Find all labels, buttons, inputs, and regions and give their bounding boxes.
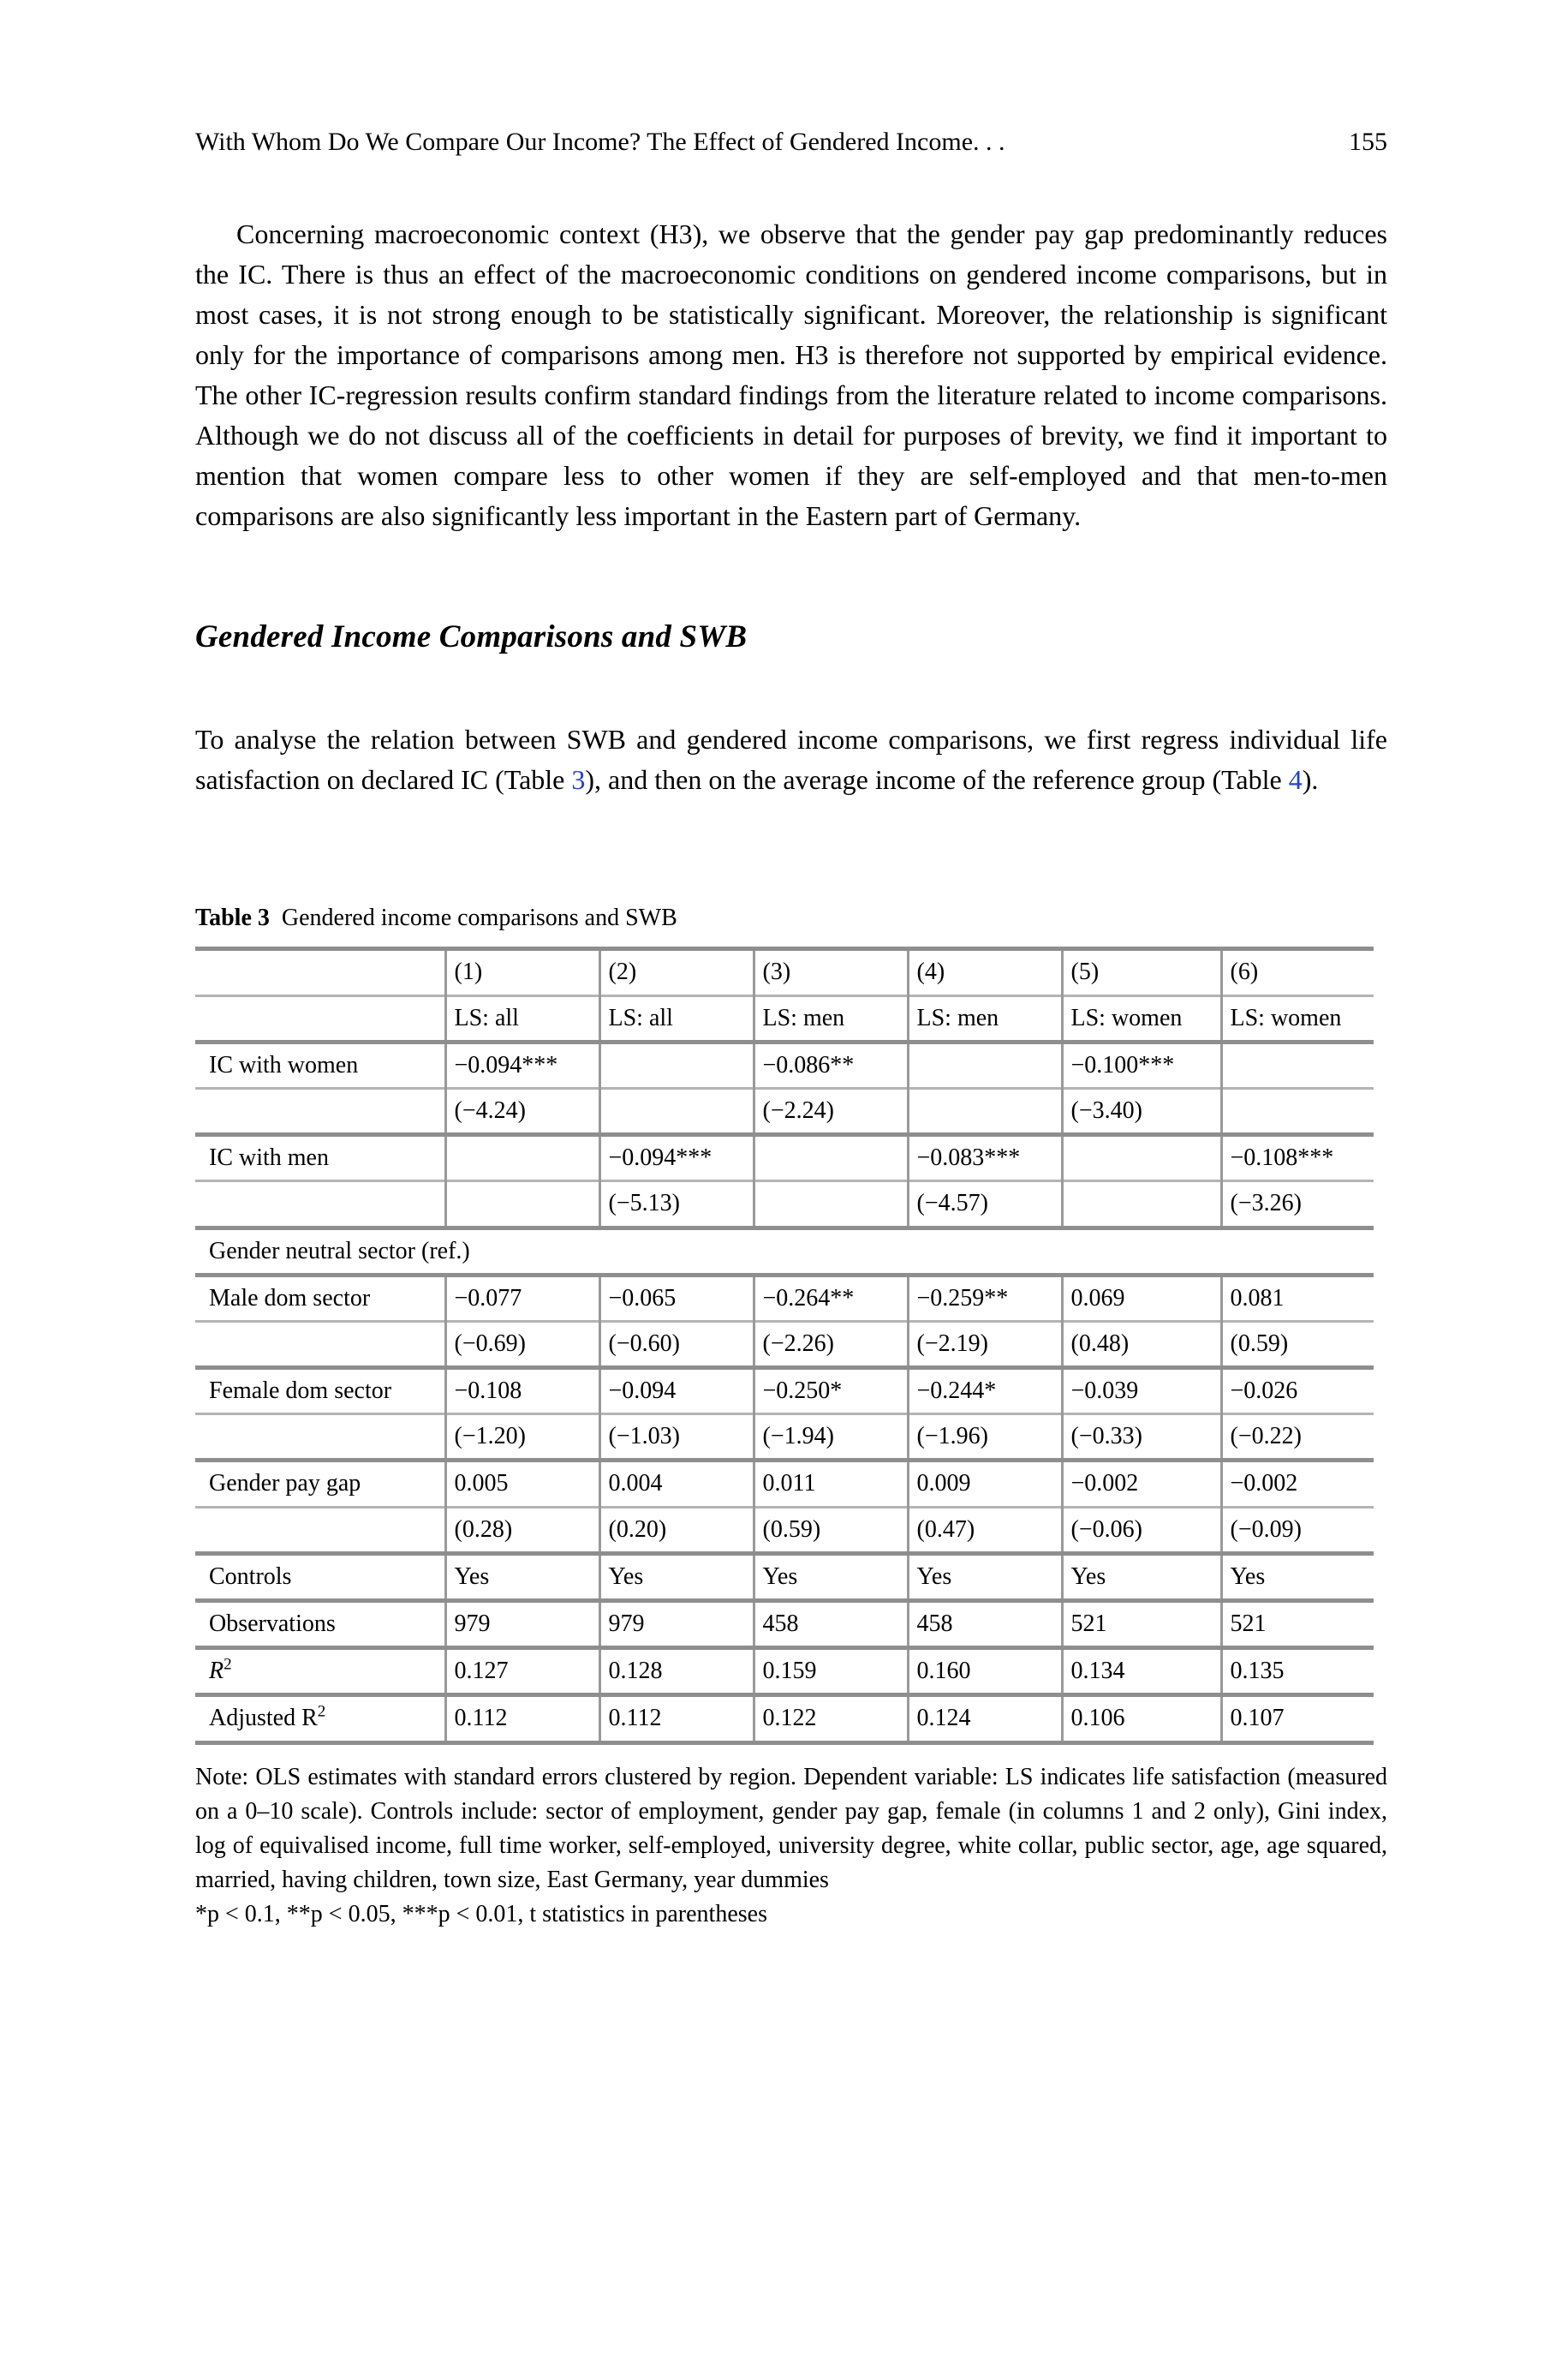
female-dom-sector-value-2: −0.094 xyxy=(599,1368,754,1414)
table-row-column-numbers xyxy=(195,949,1374,995)
female-dom-sector-value-1: −0.108 xyxy=(445,1368,599,1414)
controls-value-2: Yes xyxy=(599,1553,754,1600)
row-label-adjusted-r-squared-exponent: 2 xyxy=(317,1703,326,1722)
column-subhead-4: LS: men xyxy=(908,995,1062,1042)
ic-with-women-tstat-5: (−3.40) xyxy=(1062,1088,1221,1134)
gender-pay-gap-tstat-2: (0.20) xyxy=(599,1507,754,1553)
spacer-before-heading xyxy=(195,536,1387,618)
ic-with-women-tstat-3: (−2.24) xyxy=(754,1088,908,1134)
controls-value-3: Yes xyxy=(754,1553,908,1600)
r-squared-value-3: 0.159 xyxy=(754,1648,908,1695)
male-dom-sector-tstat-1: (−0.69) xyxy=(445,1321,599,1367)
table-row xyxy=(195,1181,1374,1228)
ic-with-women-value-5: −0.100*** xyxy=(1062,1042,1221,1088)
ic-with-women-value-6 xyxy=(1221,1042,1374,1088)
row-label-male-dom-sector: Male dom sector xyxy=(195,1275,445,1321)
column-subhead-1: LS: all xyxy=(445,995,599,1042)
male-dom-sector-value-2: −0.065 xyxy=(599,1275,754,1321)
paragraph-analysis-intro-text-3: ). xyxy=(1302,764,1319,796)
observations-value-6: 521 xyxy=(1221,1601,1374,1648)
female-dom-sector-tstat-3: (−1.94) xyxy=(754,1414,908,1461)
controls-value-4: Yes xyxy=(908,1553,1062,1600)
gender-pay-gap-tstat-5: (−0.06) xyxy=(1062,1507,1221,1553)
observations-value-2: 979 xyxy=(599,1601,754,1648)
row-label-observations: Observations xyxy=(195,1601,445,1648)
r-squared-value-2: 0.128 xyxy=(599,1648,754,1695)
table-3-caption xyxy=(195,903,1387,933)
ic-with-men-value-6: −0.108*** xyxy=(1221,1135,1374,1181)
row-label-gender-pay-gap: Gender pay gap xyxy=(195,1461,445,1507)
paragraph-macroeconomic-context: Concerning macroeconomic context (H3), we observe that the gender pay gap predominantly reduces the IC. There is thus an effect of the macroeconomic conditions on gendered income comparisons, but in most cases, it is not strong enough to be statistically significant. Moreover, the relationship is significant only for the importance of comparisons among men. H3 is therefore not supported by empirical evidence. The other IC-regression results confirm standard findings from the literature related to income comparisons. Although we do not discuss all of the coefficients in detail for purposes of brevity, we find it important to mention that women compare less to other women if they are self-employed and that men-to-men comparisons are also significantly less important in the Eastern part of Germany. xyxy=(195,218,1387,531)
r-squared-value-5: 0.134 xyxy=(1062,1648,1221,1695)
male-dom-sector-tstat-5: (0.48) xyxy=(1062,1321,1221,1367)
column-subhead-6: LS: women xyxy=(1221,995,1374,1042)
column-number-1: (1) xyxy=(445,949,599,995)
female-dom-sector-tstat-5: (−0.33) xyxy=(1062,1414,1221,1461)
row-label-adjusted-r-squared xyxy=(195,1695,445,1742)
ic-with-men-tstat-2: (−5.13) xyxy=(599,1181,754,1228)
column-subhead-5: LS: women xyxy=(1062,995,1221,1042)
row-label-r-squared-exponent: 2 xyxy=(224,1655,232,1674)
column-number-3: (3) xyxy=(754,949,908,995)
table-row xyxy=(195,1507,1374,1553)
ic-with-women-value-1: −0.094*** xyxy=(445,1042,599,1088)
table-3-note xyxy=(195,1760,1387,1932)
gender-pay-gap-value-5: −0.002 xyxy=(1062,1461,1221,1507)
ic-with-women-tstat-2 xyxy=(599,1088,754,1134)
ic-with-men-value-3 xyxy=(754,1135,908,1181)
row-label-adjusted-r-squared-base: Adjusted R xyxy=(209,1705,318,1732)
table-row xyxy=(195,1414,1374,1461)
table-row xyxy=(195,1228,1374,1275)
ic-with-men-value-5 xyxy=(1062,1135,1221,1181)
column-number-4: (4) xyxy=(908,949,1062,995)
section-heading-gendered-income-comparisons-and-swb: Gendered Income Comparisons and SWB xyxy=(195,619,748,654)
female-dom-sector-value-6: −0.026 xyxy=(1221,1368,1374,1414)
adjusted-r-squared-value-6: 0.107 xyxy=(1221,1695,1374,1742)
table-row xyxy=(195,1461,1374,1507)
column-number-6: (6) xyxy=(1221,949,1374,995)
female-dom-sector-value-3: −0.250* xyxy=(754,1368,908,1414)
observations-value-4: 458 xyxy=(908,1601,1062,1648)
observations-value-5: 521 xyxy=(1062,1601,1221,1648)
male-dom-sector-value-4: −0.259** xyxy=(908,1275,1062,1321)
female-dom-sector-tstat-2: (−1.03) xyxy=(599,1414,754,1461)
table-3-note-significance: *p < 0.1, **p < 0.05, ***p < 0.01, t statistics in parentheses xyxy=(195,1900,767,1927)
gender-pay-gap-value-2: 0.004 xyxy=(599,1461,754,1507)
ic-with-men-value-1 xyxy=(445,1135,599,1181)
male-dom-sector-value-1: −0.077 xyxy=(445,1275,599,1321)
r-squared-value-6: 0.135 xyxy=(1221,1648,1374,1695)
adjusted-r-squared-value-3: 0.122 xyxy=(754,1695,908,1742)
page-number: 155 xyxy=(1349,128,1387,156)
column-number-5: (5) xyxy=(1062,949,1221,995)
row-label-gender-pay-gap-tstat xyxy=(195,1507,445,1553)
r-squared-value-1: 0.127 xyxy=(445,1648,599,1695)
ic-with-women-value-2 xyxy=(599,1042,754,1088)
row-label-ic-with-men: IC with men xyxy=(195,1135,445,1181)
ic-with-men-tstat-5 xyxy=(1062,1181,1221,1228)
row-label-r-squared-base: R xyxy=(209,1658,224,1685)
column-number-2: (2) xyxy=(599,949,754,995)
table-3-crossref-link[interactable]: 3 xyxy=(571,764,586,796)
table-3-caption-label: Table 3 xyxy=(195,905,270,932)
r-squared-value-4: 0.160 xyxy=(908,1648,1062,1695)
controls-value-1: Yes xyxy=(445,1553,599,1600)
table-row xyxy=(195,1648,1374,1695)
ic-with-men-tstat-1 xyxy=(445,1181,599,1228)
row-label-female-dom-sector: Female dom sector xyxy=(195,1368,445,1414)
gender-pay-gap-tstat-3: (0.59) xyxy=(754,1507,908,1553)
female-dom-sector-value-4: −0.244* xyxy=(908,1368,1062,1414)
observations-value-3: 458 xyxy=(754,1601,908,1648)
column-subhead-3: LS: men xyxy=(754,995,908,1042)
gender-pay-gap-tstat-1: (0.28) xyxy=(445,1507,599,1553)
spacer-after-heading xyxy=(195,656,1387,720)
row-label-controls: Controls xyxy=(195,1553,445,1600)
gender-pay-gap-value-3: 0.011 xyxy=(754,1461,908,1507)
row-label-gender-neutral-sector-reference: Gender neutral sector (ref.) xyxy=(195,1228,1374,1275)
table-row xyxy=(195,1042,1374,1088)
male-dom-sector-value-5: 0.069 xyxy=(1062,1275,1221,1321)
adjusted-r-squared-value-4: 0.124 xyxy=(908,1695,1062,1742)
table-header-stub-empty xyxy=(195,949,445,995)
female-dom-sector-tstat-4: (−1.96) xyxy=(908,1414,1062,1461)
ic-with-men-tstat-4: (−4.57) xyxy=(908,1181,1062,1228)
table-row xyxy=(195,1601,1374,1648)
paragraph-analysis-intro-text-2: ), and then on the average income of the reference group (Table xyxy=(585,764,1289,796)
observations-value-1: 979 xyxy=(445,1601,599,1648)
row-label-female-dom-sector-tstat xyxy=(195,1414,445,1461)
ic-with-women-value-3: −0.086** xyxy=(754,1042,908,1088)
male-dom-sector-tstat-4: (−2.19) xyxy=(908,1321,1062,1367)
running-header xyxy=(195,127,1387,158)
column-subhead-2: LS: all xyxy=(599,995,754,1042)
table-row xyxy=(195,1088,1374,1134)
female-dom-sector-value-5: −0.039 xyxy=(1062,1368,1221,1414)
row-label-ic-with-women-tstat xyxy=(195,1088,445,1134)
ic-with-men-value-2: −0.094*** xyxy=(599,1135,754,1181)
table-row xyxy=(195,1368,1374,1414)
ic-with-men-value-4: −0.083*** xyxy=(908,1135,1062,1181)
row-label-male-dom-sector-tstat xyxy=(195,1321,445,1367)
male-dom-sector-tstat-6: (0.59) xyxy=(1221,1321,1374,1367)
gender-pay-gap-value-6: −0.002 xyxy=(1221,1461,1374,1507)
table-row xyxy=(195,1321,1374,1367)
gender-pay-gap-value-1: 0.005 xyxy=(445,1461,599,1507)
table-row xyxy=(195,1695,1374,1742)
table-row xyxy=(195,1135,1374,1181)
gender-pay-gap-tstat-4: (0.47) xyxy=(908,1507,1062,1553)
male-dom-sector-tstat-2: (−0.60) xyxy=(599,1321,754,1367)
row-label-ic-with-men-tstat xyxy=(195,1181,445,1228)
table-3-note-main: Note: OLS estimates with standard errors clustered by region. Dependent variable: LS indicates life satisfaction (measured on a 0–10 scale). Controls include: sector of employment, gender pay gap, female (in columns 1 and 2 only), Gini index, log of equivalised income, full time worker, self-employed, university degree, white collar, public sector, age, age squared, married, having children, town size, East Germany, year dummies xyxy=(195,1763,1387,1893)
adjusted-r-squared-value-2: 0.112 xyxy=(599,1695,754,1742)
row-label-r-squared xyxy=(195,1648,445,1695)
table-3-caption-title: Gendered income comparisons and SWB xyxy=(281,905,677,932)
table-3-regression-results xyxy=(195,947,1374,1744)
ic-with-men-tstat-6: (−3.26) xyxy=(1221,1181,1374,1228)
female-dom-sector-tstat-1: (−1.20) xyxy=(445,1414,599,1461)
spacer-before-table xyxy=(195,800,1387,903)
gender-pay-gap-tstat-6: (−0.09) xyxy=(1221,1507,1374,1553)
ic-with-women-tstat-6 xyxy=(1221,1088,1374,1134)
ic-with-women-tstat-1: (−4.24) xyxy=(445,1088,599,1134)
ic-with-women-tstat-4 xyxy=(908,1088,1062,1134)
controls-value-5: Yes xyxy=(1062,1553,1221,1600)
male-dom-sector-value-3: −0.264** xyxy=(754,1275,908,1321)
running-header-title: With Whom Do We Compare Our Income? The Effect of Gendered Income. . . xyxy=(195,128,1005,156)
table-row xyxy=(195,1553,1374,1600)
table-subhead-stub-empty xyxy=(195,995,445,1042)
controls-value-6: Yes xyxy=(1221,1553,1374,1600)
paragraph-analysis-intro-text-1: To analyse the relation between SWB and gendered income comparisons, we first regress individual life satisfaction on declared IC (Table xyxy=(195,724,1387,796)
male-dom-sector-tstat-3: (−2.26) xyxy=(754,1321,908,1367)
adjusted-r-squared-value-1: 0.112 xyxy=(445,1695,599,1742)
ic-with-women-value-4 xyxy=(908,1042,1062,1088)
gender-pay-gap-value-4: 0.009 xyxy=(908,1461,1062,1507)
male-dom-sector-value-6: 0.081 xyxy=(1221,1275,1374,1321)
table-row xyxy=(195,1275,1374,1321)
table-4-crossref-link[interactable]: 4 xyxy=(1288,764,1303,796)
table-row-column-subheads xyxy=(195,995,1374,1042)
paragraph-analysis-intro xyxy=(195,720,1387,800)
female-dom-sector-tstat-6: (−0.22) xyxy=(1221,1414,1374,1461)
ic-with-men-tstat-3 xyxy=(754,1181,908,1228)
text-column xyxy=(195,214,1387,1932)
row-label-ic-with-women: IC with women xyxy=(195,1042,445,1088)
adjusted-r-squared-value-5: 0.106 xyxy=(1062,1695,1221,1742)
